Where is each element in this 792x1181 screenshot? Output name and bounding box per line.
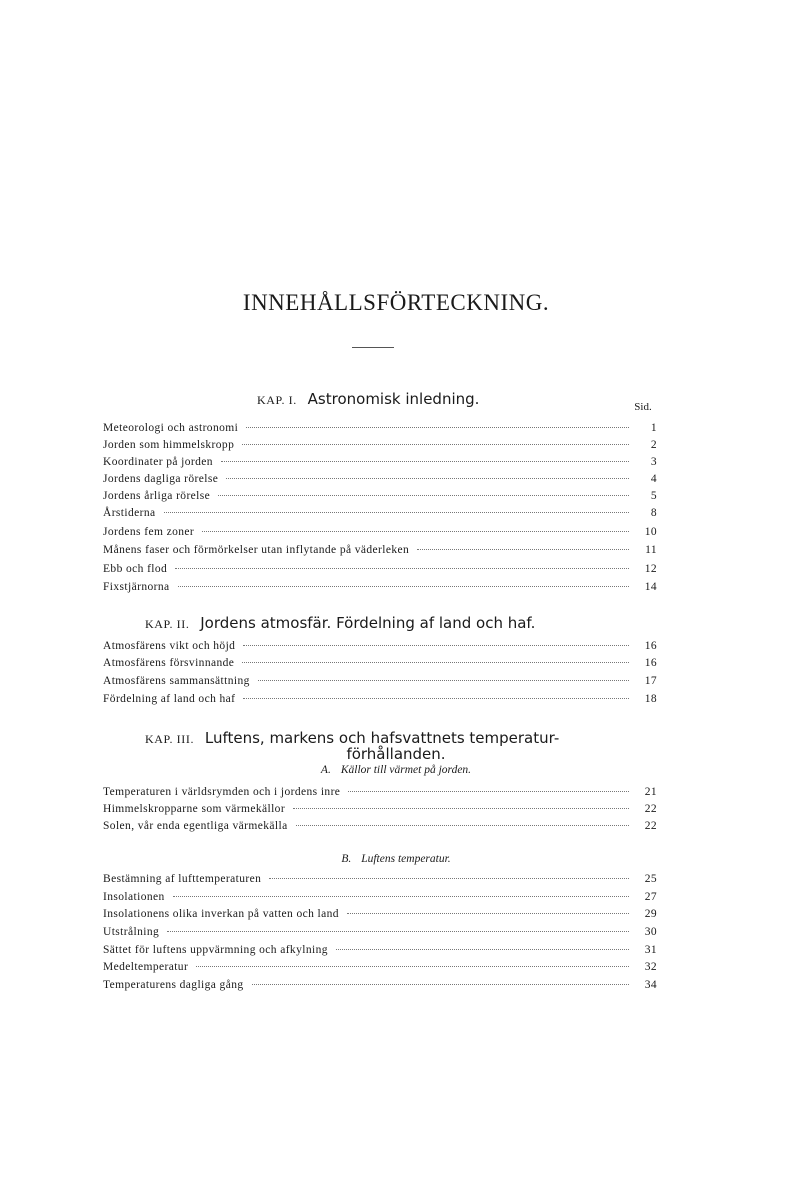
toc-row	[103, 944, 657, 962]
toc-row	[103, 891, 657, 909]
dot-leader	[347, 913, 629, 914]
dot-leader	[167, 931, 629, 932]
page-title: INNEHÅLLSFÖRTECKNING.	[242, 290, 550, 315]
toc-entry: Jordens fem zoner	[103, 526, 195, 538]
toc-page-number: 12	[644, 563, 657, 575]
title-divider	[352, 347, 394, 348]
subsection-letter: A.	[320, 764, 331, 776]
toc-entry: Jordens dagliga rörelse	[103, 473, 219, 485]
chapter-heading	[257, 390, 479, 408]
toc-entry: Jordens årliga rörelse	[103, 490, 211, 502]
toc-row	[103, 581, 657, 599]
chapter-title: förhållanden.	[346, 745, 446, 763]
toc-page-number: 1	[650, 422, 657, 434]
toc-entry: Fördelning af land och haf	[103, 693, 236, 705]
toc-page-number: 11	[645, 544, 657, 556]
toc-row	[103, 979, 657, 997]
toc-row	[103, 693, 657, 711]
toc-page-number: 16	[644, 640, 657, 652]
dot-leader	[246, 427, 629, 428]
toc-entry: Jorden som himmelskropp	[103, 439, 235, 451]
chapter-number: KAP. II.	[145, 617, 190, 631]
toc-page-number: 10	[644, 526, 657, 538]
toc-entry: Temperaturen i världsrymden och i jordens inre	[103, 786, 341, 798]
chapter-title: Jordens atmosfär. Fördelning af land och haf.	[200, 614, 536, 632]
toc-entry: Atmosfärens vikt och höjd	[103, 640, 236, 652]
dot-leader	[242, 444, 629, 445]
toc-row	[103, 544, 657, 562]
toc-row	[103, 490, 657, 508]
toc-entry: Årstiderna	[103, 507, 156, 519]
toc-row	[103, 473, 657, 491]
toc-row	[103, 961, 657, 979]
toc-row	[103, 507, 657, 525]
dot-leader	[258, 680, 629, 681]
toc-row	[103, 422, 657, 440]
toc-entry: Temperaturens dagliga gång	[103, 979, 244, 991]
dot-leader	[243, 698, 629, 699]
toc-entry: Atmosfärens sammansättning	[103, 675, 250, 687]
dot-leader	[336, 949, 629, 950]
subsection-letter: B.	[341, 853, 352, 865]
toc-entry: Atmosfärens försvinnande	[103, 657, 235, 669]
toc-entry: Bestämning af lufttemperaturen	[103, 873, 262, 885]
toc-row	[103, 439, 657, 457]
subsection-heading	[0, 853, 792, 865]
toc-page-number: 25	[644, 873, 657, 885]
toc-page-number: 21	[644, 786, 657, 798]
toc-row	[103, 657, 657, 675]
dot-leader	[221, 461, 629, 462]
toc-page-number: 22	[644, 820, 657, 832]
dot-leader	[348, 791, 629, 792]
dot-leader	[243, 645, 629, 646]
chapter-title: Luftens, markens och hafsvattnets temperatur-	[204, 729, 560, 747]
toc-entry: Medeltemperatur	[103, 961, 189, 973]
toc-page-number: 27	[644, 891, 657, 903]
toc-page-number: 18	[644, 693, 657, 705]
toc-page-number: 8	[650, 507, 657, 519]
subsection-title: Källor till värmet på jorden.	[340, 764, 472, 776]
toc-row	[103, 803, 657, 821]
dot-leader	[417, 549, 629, 550]
page-column-label: Sid.	[634, 401, 652, 413]
chapter-number: KAP. III.	[145, 732, 195, 746]
toc-entry: Koordinater på jorden	[103, 456, 213, 468]
toc-entry: Insolationen	[103, 891, 165, 903]
toc-page-number: 30	[644, 926, 657, 938]
toc-page-number: 17	[644, 675, 657, 687]
dot-leader	[293, 808, 629, 809]
toc-entry: Sättet för luftens uppvärmning och afkylning	[103, 944, 328, 956]
toc-page-number: 3	[650, 456, 657, 468]
toc-page-number: 2	[650, 439, 657, 451]
toc-page-number: 32	[644, 961, 657, 973]
subsection-heading	[0, 764, 792, 776]
toc-entry: Solen, vår enda egentliga värmekälla	[103, 820, 288, 832]
toc-entry: Ebb och flod	[103, 563, 168, 575]
dot-leader	[178, 586, 629, 587]
chapter-number: KAP. I.	[257, 393, 297, 407]
toc-entry: Insolationens olika inverkan på vatten och land	[103, 908, 339, 920]
toc-row	[103, 820, 657, 838]
toc-row	[103, 786, 657, 804]
toc-page-number: 34	[644, 979, 657, 991]
dot-leader	[252, 984, 629, 985]
dot-leader	[226, 478, 629, 479]
toc-row	[103, 526, 657, 544]
chapter-title: Astronomisk inledning.	[307, 390, 480, 408]
dot-leader	[202, 531, 629, 532]
toc-page-number: 4	[650, 473, 657, 485]
chapter-title-continuation	[0, 745, 792, 763]
toc-entry: Månens faser och förmörkelser utan inflytande på väderleken	[103, 544, 410, 556]
toc-row	[103, 908, 657, 926]
dot-leader	[196, 966, 629, 967]
dot-leader	[296, 825, 629, 826]
toc-page-number: 16	[644, 657, 657, 669]
toc-row	[103, 456, 657, 474]
dot-leader	[164, 512, 629, 513]
toc-row	[103, 563, 657, 581]
chapter-heading	[145, 614, 535, 632]
dot-leader	[218, 495, 629, 496]
toc-row	[103, 640, 657, 658]
dot-leader	[269, 878, 629, 879]
toc-page-number: 14	[644, 581, 657, 593]
dot-leader	[173, 896, 629, 897]
dot-leader	[242, 662, 629, 663]
toc-page-number: 29	[644, 908, 657, 920]
toc-entry: Meteorologi och astronomi	[103, 422, 239, 434]
toc-entry: Himmelskropparne som värmekällor	[103, 803, 286, 815]
toc-entry: Utstrålning	[103, 926, 160, 938]
toc-page-number: 31	[644, 944, 657, 956]
subsection-title: Luftens temperatur.	[361, 853, 451, 865]
toc-page-number: 22	[644, 803, 657, 815]
toc-row	[103, 926, 657, 944]
dot-leader	[175, 568, 629, 569]
toc-row	[103, 873, 657, 891]
toc-row	[103, 675, 657, 693]
toc-entry: Fixstjärnorna	[103, 581, 170, 593]
toc-page-number: 5	[650, 490, 657, 502]
